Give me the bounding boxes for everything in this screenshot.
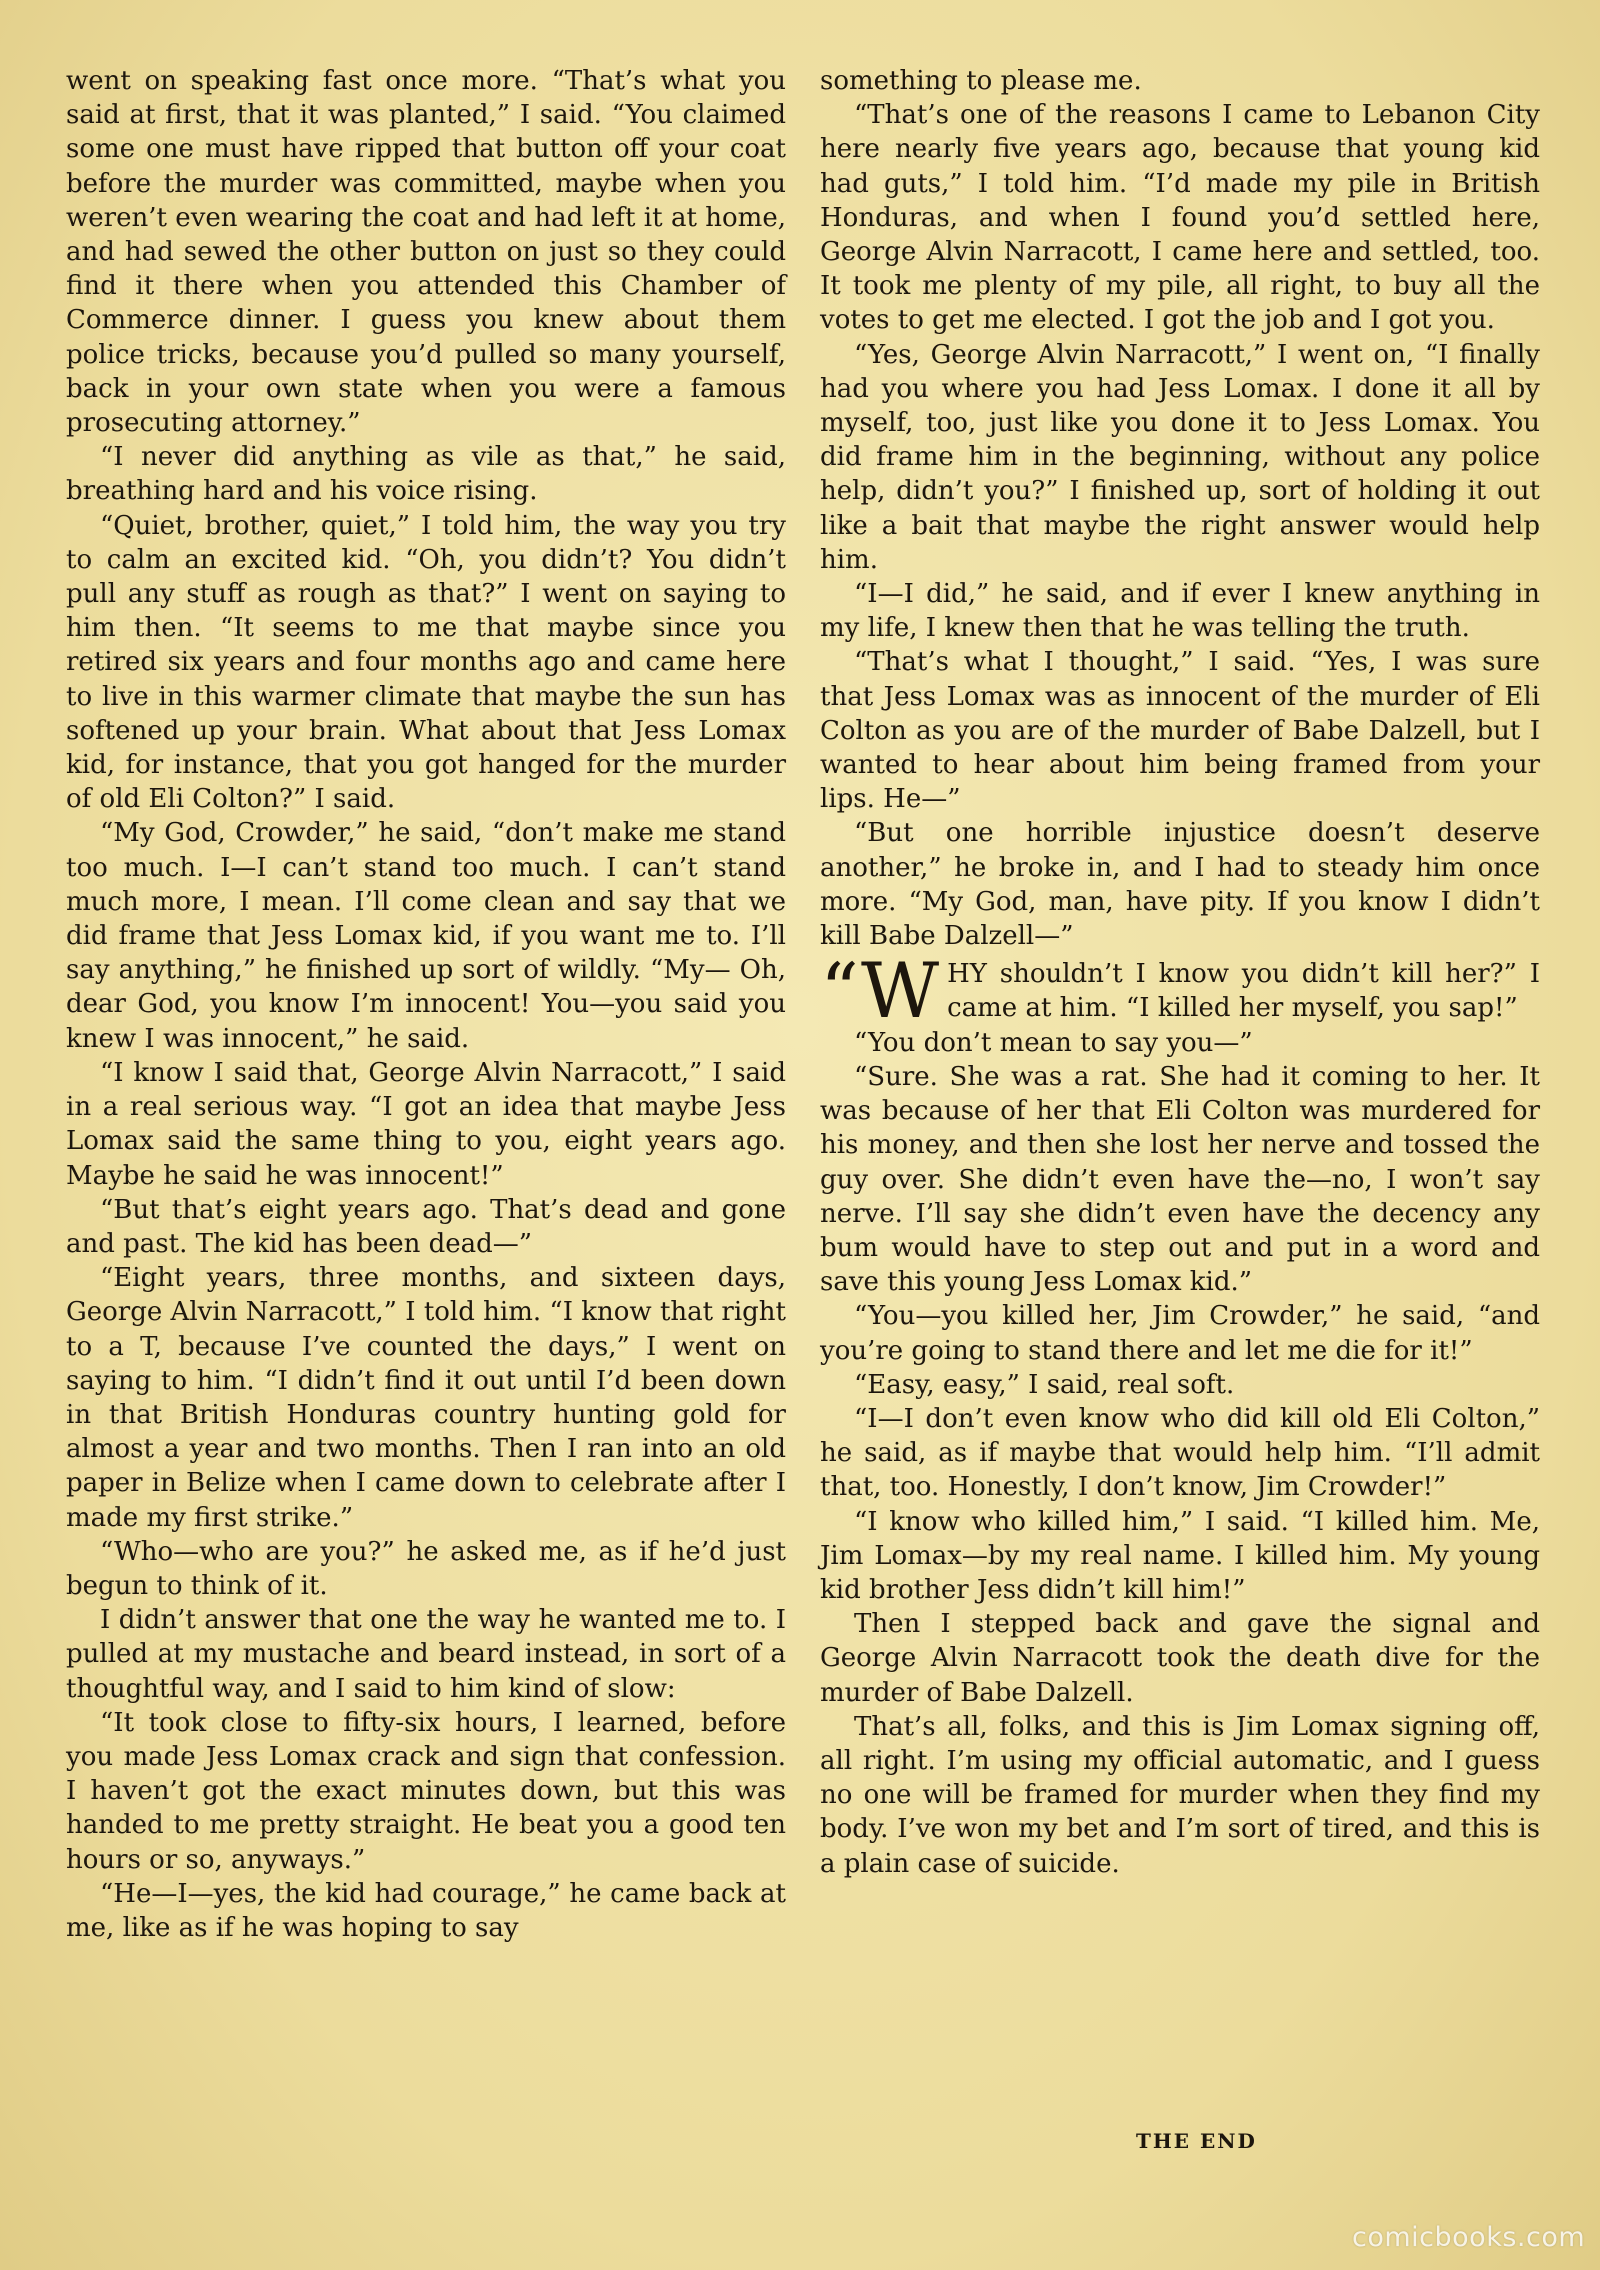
site-watermark: comicbooks.com <box>1352 2222 1586 2253</box>
paragraph: “I—I did,” he said, and if ever I knew anything in my life, I knew then that he was telling the truth. <box>820 579 1540 644</box>
paragraph: “Yes, George Alvin Narracott,” I went on, “I finally had you where you had Jess Lomax. I done it all by myself, too, just like you done it to Jess Lomax. You did frame him in the beginning, without any police help, didn’t you?” I finished up, sort of holding it out like a bait that maybe the right answer would help him. <box>820 339 1540 575</box>
paragraph: Then I stepped back and gave the signal and George Alvin Narracott took the death dive for the murder of Babe Dalzell. <box>820 1609 1540 1708</box>
paragraph: “I know I said that, George Alvin Narracott,” I said in a real serious way. “I got an idea that maybe Jess Lomax said the same thing to you, eight years ago. Maybe he said he was innocent!” <box>66 1057 786 1191</box>
paragraph: “He—I—yes, the kid had courage,” he came back at me, like as if he was hoping to say <box>66 1878 786 1943</box>
paragraph: “Eight years, three months, and sixteen days, George Alvin Narracott,” I told him. “I know that right to a T, because I’ve counted the days,” I went on saying to him. “I didn’t find it out until I’d been down in that British Honduras country hunting gold for almost a year and two months. Then I ran into an old paper in Belize when I came down to celebrate after I made my first strike.” <box>66 1263 786 1533</box>
paragraph: something to please me. <box>820 66 1142 96</box>
drop-cap <box>820 946 940 1036</box>
paragraph: “I—I don’t even know who did kill old Eli Colton,” he said, as if maybe that would help him. “I’ll admit that, too. Honestly, I don’t know, Jim Crowder!” <box>820 1403 1540 1503</box>
paragraph: That’s all, folks, and this is Jim Lomax signing off, all right. I’m using my official automatic, and I guess no one will be framed for murder when they find my body. I’ve won my bet and I’m sort of tired, and this is a plain case of suicide. <box>820 1711 1540 1879</box>
drop-cap-paragraph <box>820 946 1540 1036</box>
paragraph: “That’s one of the reasons I came to Lebanon City here nearly five years ago, because that young kid had guts,” I told him. “I’d made my pile in British Honduras, and when I found you’d settled here, George Alvin Narracott, I came here and settled, too. It took me plenty of my pile, all right, to buy all the votes to get me elected. I got the job and I got you. <box>820 100 1540 336</box>
paragraph: “You—you killed her, Jim Crowder,” he said, “and you’re going to stand there and let me die for it!” <box>820 1301 1540 1366</box>
left-text-column <box>66 64 786 1945</box>
paragraph: “Sure. She was a rat. She had it coming to her. It was because of her that Eli Colton was murdered for his money, and then she lost her nerve and tossed the guy over. She didn’t even have the—no, I won’t say nerve. I’ll say she didn’t even have the decency any bum would have to step out and put in a word and save this young Jess Lomax kid.” <box>820 1061 1540 1298</box>
paragraph: “Quiet, brother, quiet,” I told him, the way you try to calm an excited kid. “Oh, you didn’t? You didn’t pull any stuff as rough as that?” I went on saying to him then. “It seems to me that maybe since you retired six years and four months ago and came here to live in this warmer climate that maybe the sun has softened up your brain. What about that Jess Lomax kid, for instance, that you got hanged for the murder of old Eli Colton?” I said. <box>66 510 786 815</box>
paragraph: “That’s what I thought,” I said. “Yes, I was sure that Jess Lomax was as innocent of the murder of Eli Colton as you are of the murder of Babe Dalzell, but I wanted to hear about him being framed from your lips. He—” <box>820 647 1540 815</box>
the-end-marker: THE END <box>1136 2129 1257 2153</box>
drop-cap-paragraph-text: HY shouldn’t I know you didn’t kill her?” I came at him. “I killed her myself, you sap!” <box>947 959 1540 1024</box>
drop-cap-letter: W <box>860 946 940 1036</box>
paragraph: “But one horrible injustice doesn’t deserve another,” he broke in, and I had to steady him once more. “My God, man, have pity. If you know I didn’t kill Babe Dalzell—” <box>820 818 1540 952</box>
paragraph: “I never did anything as vile as that,” he said, breathing hard and his voice rising. <box>66 442 786 507</box>
paragraph: “Easy, easy,” I said, real soft. <box>854 1369 1235 1400</box>
paragraph: “But that’s eight years ago. That’s dead and gone and past. The kid has been dead—” <box>66 1194 786 1259</box>
drop-cap-quote: “ <box>820 946 861 1036</box>
paragraph: “Who—who are you?” he asked me, as if he’d just begun to think of it. <box>66 1536 786 1601</box>
paragraph: “I know who killed him,” I said. “I killed him. Me, Jim Lomax—by my real name. I killed him. My young kid brother Jess didn’t kill him!” <box>820 1506 1540 1605</box>
paragraph: I didn’t answer that one the way he wanted me to. I pulled at my mustache and beard instead, in sort of a thoughtful way, and I said to him kind of slow: <box>66 1605 786 1704</box>
paragraph: went on speaking fast once more. “That’s what you said at first, that it was planted,” I said. “You claimed some one must have ripped that button off your coat before the murder was committed, maybe when you weren’t even wearing the coat and had left it at home, and had sewed the other button on just so they could find it there when you attended this Chamber of Commerce dinner. I guess you knew about them police tricks, because you’d pulled so many yourself, back in your own state when you were a famous prosecuting attorney.” <box>66 66 786 439</box>
paragraph: “My God, Crowder,” he said, “don’t make me stand too much. I—I can’t stand too much. I can’t stand much more, I mean. I’ll come clean and say that we did frame that Jess Lomax kid, if you want me to. I’ll say anything,” he finished up sort of wildly. “My— Oh, dear God, you know I’m innocent! You—you said you knew I was innocent,” he said. <box>66 818 786 1054</box>
right-text-column <box>820 64 1540 1881</box>
paragraph: “It took close to fifty-six hours, I learned, before you made Jess Lomax crack and sign that confession. I haven’t got the exact minutes down, but this was handed to me pretty straight. He beat you a good ten hours or so, anyways.” <box>66 1707 786 1875</box>
paragraph: “You don’t mean to say you—” <box>854 1027 1253 1058</box>
